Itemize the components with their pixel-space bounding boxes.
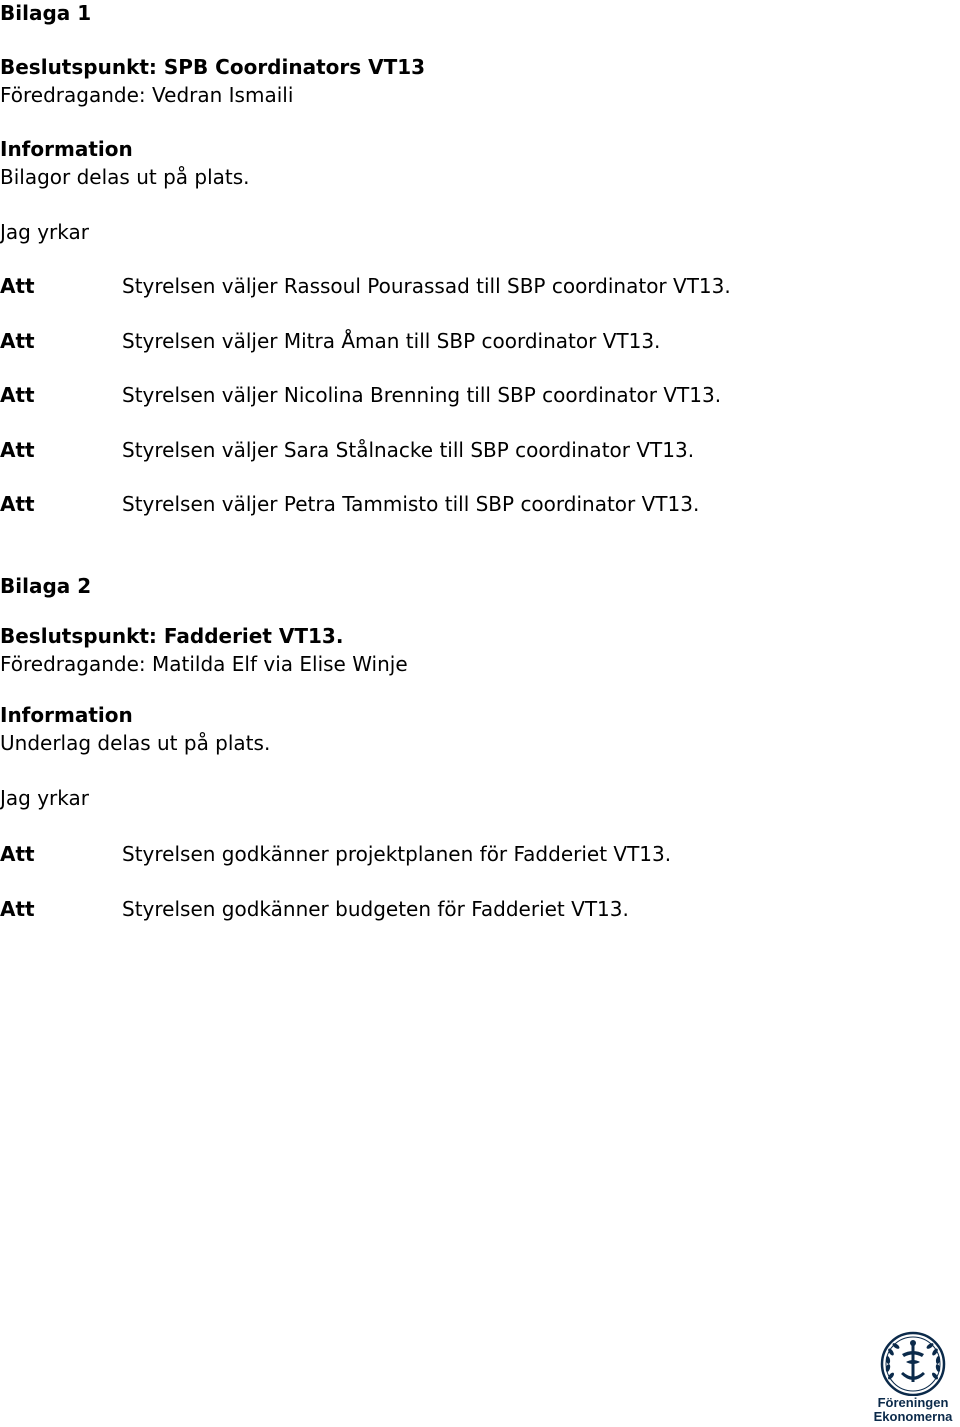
foreningen-ekonomerna-logo — [868, 1330, 958, 1427]
bilaga2-att-label: Att — [0, 842, 35, 866]
bilaga1-foredragande: Föredragande: Vedran Ismaili — [0, 83, 294, 107]
logo-text-line2: Ekonomerna — [873, 1409, 953, 1424]
bilaga1-att-label: Att — [0, 438, 35, 462]
bilaga1-att-label: Att — [0, 329, 35, 353]
association-emblem-icon — [868, 1330, 958, 1396]
bilaga1-att-label: Att — [0, 274, 35, 298]
bilaga2-info-text: Underlag delas ut på plats. — [0, 731, 271, 755]
bilaga2-beslutspunkt: Beslutspunkt: Fadderiet VT13. — [0, 624, 344, 648]
bilaga1-motion: Styrelsen väljer Nicolina Brenning till SBP coordinator VT13. — [122, 383, 722, 407]
bilaga2-motion: Styrelsen godkänner projektplanen för Fadderiet VT13. — [122, 842, 672, 866]
bilaga1-att-label: Att — [0, 383, 35, 407]
bilaga1-jag-yrkar: Jag yrkar — [0, 220, 89, 244]
bilaga1-motion: Styrelsen väljer Rassoul Pourassad till SBP coordinator VT13. — [122, 274, 731, 298]
bilaga2-heading: Bilaga 2 — [0, 574, 92, 598]
bilaga1-motion: Styrelsen väljer Petra Tammisto till SBP coordinator VT13. — [122, 492, 700, 516]
bilaga1-att-label: Att — [0, 492, 35, 516]
bilaga2-motion: Styrelsen godkänner budgeten för Fadderiet VT13. — [122, 897, 629, 921]
bilaga2-jag-yrkar: Jag yrkar — [0, 786, 89, 810]
bilaga1-motion: Styrelsen väljer Mitra Åman till SBP coordinator VT13. — [122, 329, 661, 353]
bilaga2-att-label: Att — [0, 897, 35, 921]
bilaga2-info-heading: Information — [0, 703, 133, 727]
bilaga1-beslutspunkt: Beslutspunkt: SPB Coordinators VT13 — [0, 55, 426, 79]
bilaga1-heading: Bilaga 1 — [0, 1, 92, 25]
bilaga2-foredragande: Föredragande: Matilda Elf via Elise Winje — [0, 652, 408, 676]
bilaga1-info-heading: Information — [0, 137, 133, 161]
bilaga1-motion: Styrelsen väljer Sara Stålnacke till SBP coordinator VT13. — [122, 438, 695, 462]
logo-text-line1: Föreningen — [877, 1395, 949, 1410]
bilaga1-info-text: Bilagor delas ut på plats. — [0, 165, 250, 189]
